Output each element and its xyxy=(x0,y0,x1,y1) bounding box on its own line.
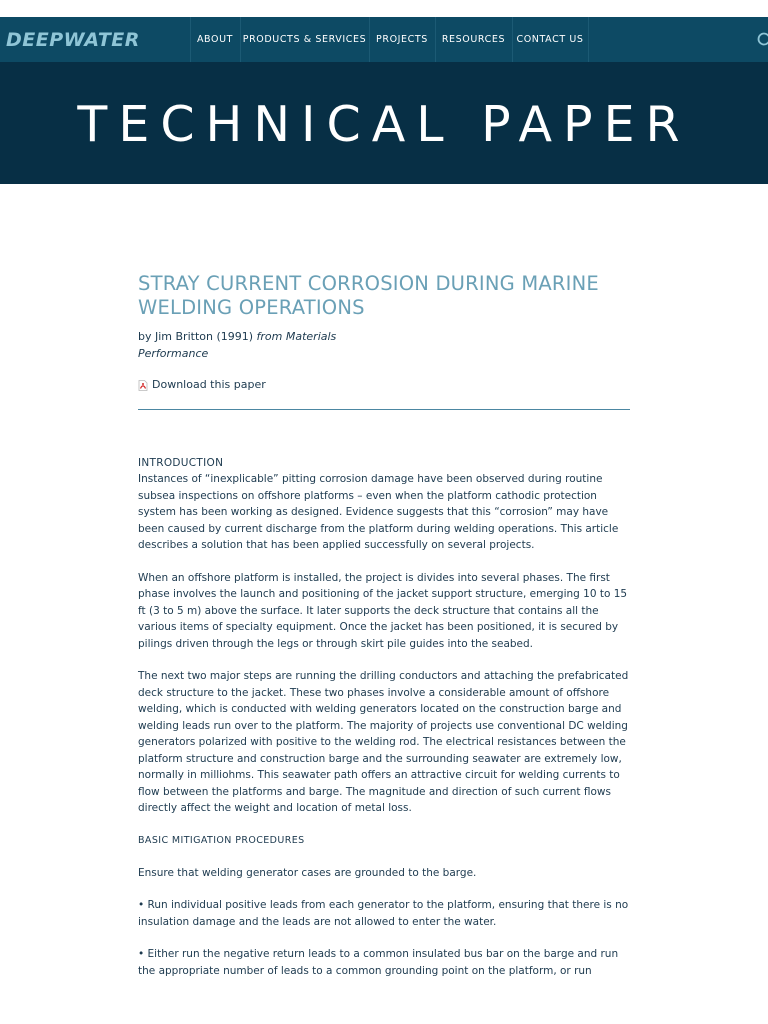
top-navigation-bar xyxy=(0,17,768,62)
hero-banner xyxy=(0,62,768,184)
paper-title xyxy=(138,272,630,320)
mitigation-heading: BASIC MITIGATION PROCEDURES xyxy=(138,834,305,846)
mitigation-paragraph-1: Ensure that welding generator cases are grounded to the barge. xyxy=(138,866,477,879)
nav-item-projects[interactable]: PROJECTS xyxy=(376,34,428,45)
intro-paragraph-2: When an offshore platform is installed, the project is divides into several phases. The first phase involves the launch and positioning of the jacket support structure, emerging 10 to 15 ft (3 to 5 m) above the surface. It later supports the deck structure that contains all the various items of specialty equipment. Once the jacket has been positioned, it is secured by pilings driven through the legs or through skirt pile guides into the seabed. xyxy=(138,571,628,650)
nav-item-resources[interactable]: RESOURCES xyxy=(441,34,506,45)
search-icon[interactable] xyxy=(756,31,768,49)
introduction-heading: INTRODUCTION xyxy=(138,457,224,469)
nav-item-products-services[interactable]: PRODUCTS & SERVICES xyxy=(242,34,367,45)
intro-paragraph-1: Instances of “inexplicable” pitting corrosion damage have been observed during routine subsea inspections on offshore platforms – even when the platform cathodic protection system has been working as designed. Evidence suggests that this “corrosion” may have been caused by current discharge from the platform during welding operations. This article describes a solution that has been applied successfully on several projects. xyxy=(138,473,619,551)
byline-author: by Jim Britton (1991) xyxy=(138,330,257,343)
nav-item-about[interactable]: ABOUT xyxy=(196,34,234,45)
deepwater-logo[interactable]: DEEPWATER xyxy=(6,29,140,51)
byline-source-continued: Performance xyxy=(138,346,209,360)
byline xyxy=(138,329,630,362)
paper-title-line-1: STRAY CURRENT CORROSION DURING MARINE xyxy=(138,272,599,295)
section-divider xyxy=(138,409,630,410)
nav-item-contact-us[interactable]: CONTACT US xyxy=(516,34,584,45)
mitigation-bullet-1: • Run individual positive leads from each generator to the platform, ensuring that there is no insulation damage and the leads are not allowed to enter the water. xyxy=(138,899,629,928)
intro-paragraph-3: The next two major steps are running the drilling conductors and attaching the prefabricated deck structure to the jacket. These two phases involve a considerable amount of offshore welding, which is conducted with welding generators located on the construction barge and welding leads run over to the platform. The majority of projects use conventional DC welding generators polarized with positive to the welding rod. The electrical resistances between the platform structure and construction barge and the surrounding seawater are extremely low, normally in milliohms. This seawater path offers an attractive circuit for welding currents to flow between the platforms and barge. The magnitude and direction of such current flows directly affect the weight and location of metal loss. xyxy=(138,670,629,814)
download-paper-link[interactable] xyxy=(138,377,630,393)
hero-title: TECHNICAL PAPER xyxy=(77,96,691,153)
mitigation-bullet-2: • Either run the negative return leads to a common insulated bus bar on the barge and run the appropriate number of leads to a common grounding point on the platform, or run xyxy=(138,948,619,977)
paper-title-line-2: WELDING OPERATIONS xyxy=(138,296,365,319)
download-paper-label[interactable]: Download this paper xyxy=(152,378,266,391)
nav-divider xyxy=(588,17,589,62)
article-content xyxy=(138,272,630,979)
pdf-icon xyxy=(138,380,148,391)
byline-source: from Materials xyxy=(256,330,337,343)
